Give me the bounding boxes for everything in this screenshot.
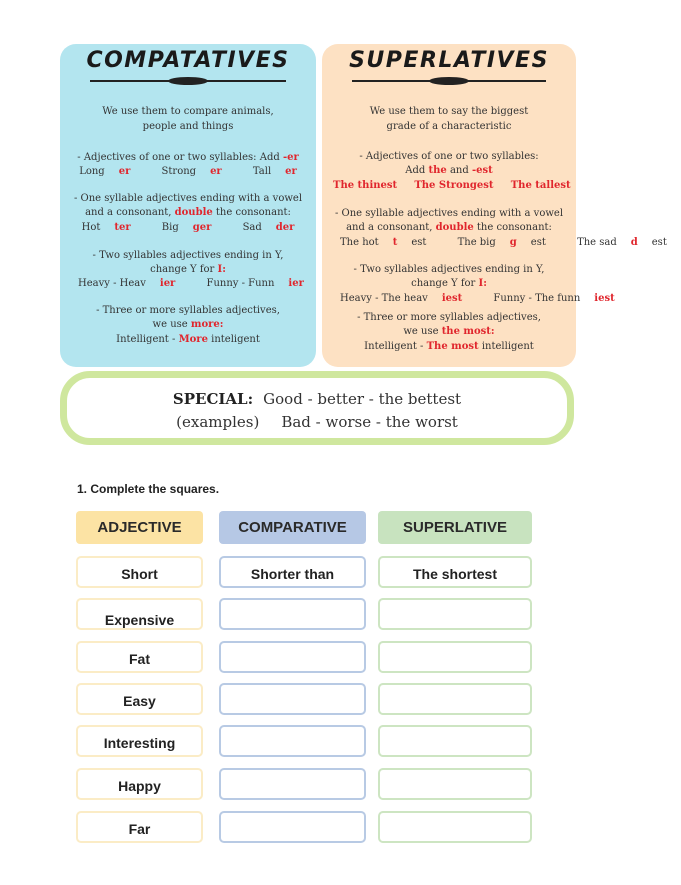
sup-rule1-examples [326, 179, 572, 193]
comp-rule4-line2: we use more: [152, 319, 224, 330]
exercise-instruction: 1. Complete the squares. [77, 482, 220, 496]
sup-rule1-line1: - Adjectives of one or two syllables: [359, 151, 539, 162]
example-word: The tallest [510, 180, 571, 191]
example-word: The sad d est [577, 237, 667, 248]
title-divider [90, 80, 286, 82]
superlative-answer-box[interactable]: The shortest [378, 556, 532, 588]
superlatives-intro-2: grade of a characteristic [386, 121, 512, 132]
comp-rule2-line1: - One syllable adjectives ending with a vowel [73, 193, 303, 204]
superlative-answer-box[interactable] [378, 683, 532, 715]
special-row-2 [67, 413, 567, 431]
sup-rule3-line2: change Y for I: [411, 278, 487, 289]
adjective-cell: Expensive [76, 598, 203, 630]
comparative-answer-box[interactable] [219, 683, 366, 715]
example-word: Hot ter [81, 222, 131, 233]
superlatives-panel [322, 44, 667, 367]
example-word: The thinest [333, 180, 398, 191]
example-word: The big g est [457, 237, 546, 248]
comp-rule2-examples [64, 221, 312, 235]
comparatives-intro-1: We use them to compare animals, [102, 106, 274, 117]
header-adjective: ADJECTIVE [76, 511, 203, 544]
special-good: Good - better - the bettest [263, 390, 462, 408]
header-comparative: COMPARATIVE [219, 511, 366, 544]
special-sub-label: (examples) [176, 413, 260, 431]
comparative-answer-box[interactable] [219, 641, 366, 673]
comp-rule3-examples [64, 277, 312, 291]
comparatives-title: COMPATATIVES [86, 48, 290, 73]
adjective-cell: Easy [76, 683, 203, 715]
special-examples-box [60, 371, 574, 445]
example-word: Heavy - The heav iest [340, 293, 463, 304]
example-word: Long er [79, 166, 131, 177]
superlatives-title: SUPERLATIVES [349, 48, 549, 73]
example-word: Funny - Funn ier [206, 278, 304, 289]
special-label: SPECIAL: [172, 390, 254, 408]
comparative-answer-box[interactable] [219, 725, 366, 757]
comp-rule3-line2: change Y for I: [150, 264, 226, 275]
special-bad: Bad - worse - the worst [281, 413, 458, 431]
superlative-answer-box[interactable] [378, 811, 532, 843]
adjective-cell: Happy [76, 768, 203, 800]
comparative-answer-box[interactable] [219, 811, 366, 843]
adjective-cell: Interesting [76, 725, 203, 757]
sup-rule2-line2: and a consonant, double the consonant: [346, 222, 552, 233]
comp-rule1-examples [64, 165, 312, 179]
superlative-answer-box[interactable] [378, 641, 532, 673]
comp-rule3-line1: - Two syllables adjectives ending in Y, [92, 250, 284, 261]
adjective-cell: Short [76, 556, 203, 588]
sup-rule3-examples [326, 292, 615, 306]
comparative-answer-box[interactable]: Shorter than [219, 556, 366, 588]
comparative-answer-box[interactable] [219, 768, 366, 800]
special-row-1 [67, 390, 567, 408]
sup-rule4-example: Intelligent - The most intelligent [364, 341, 534, 352]
example-word: Big ger [161, 222, 212, 233]
example-word: The hot t est [340, 237, 427, 248]
superlative-answer-box[interactable] [378, 725, 532, 757]
example-word: Heavy - Heav ier [78, 278, 176, 289]
example-word: Sad der [242, 222, 295, 233]
comparative-answer-box[interactable] [219, 598, 366, 630]
adjective-cell: Fat [76, 641, 203, 673]
comp-rule4-line1: - Three or more syllables adjectives, [96, 305, 280, 316]
superlative-answer-box[interactable] [378, 768, 532, 800]
comp-rule2-line2: and a consonant, double the consonant: [85, 207, 291, 218]
sup-rule4-line1: - Three or more syllables adjectives, [357, 312, 541, 323]
superlatives-intro-1: We use them to say the biggest [369, 106, 529, 117]
example-word: Strong er [161, 166, 222, 177]
comparatives-intro-2: people and things [142, 121, 234, 132]
comp-rule1-text: - Adjectives of one or two syllables: Add -er [77, 152, 299, 163]
sup-rule2-examples [326, 236, 667, 250]
sup-rule1-line2: Add the and -est [405, 165, 493, 176]
comp-rule4-example: Intelligent - More inteligent [116, 334, 260, 345]
header-superlative: SUPERLATIVE [378, 511, 532, 544]
sup-rule3-line1: - Two syllables adjectives ending in Y, [353, 264, 545, 275]
example-word: Funny - The funn iest [493, 293, 615, 304]
example-word: Tall er [252, 166, 297, 177]
sup-rule2-line1: - One syllable adjectives ending with a vowel [334, 208, 564, 219]
example-word: The Strongest [414, 180, 494, 191]
title-divider [352, 80, 546, 82]
superlative-answer-box[interactable] [378, 598, 532, 630]
comparatives-panel [60, 44, 316, 367]
adjective-cell: Far [76, 811, 203, 843]
sup-rule4-line2: we use the most: [403, 326, 495, 337]
